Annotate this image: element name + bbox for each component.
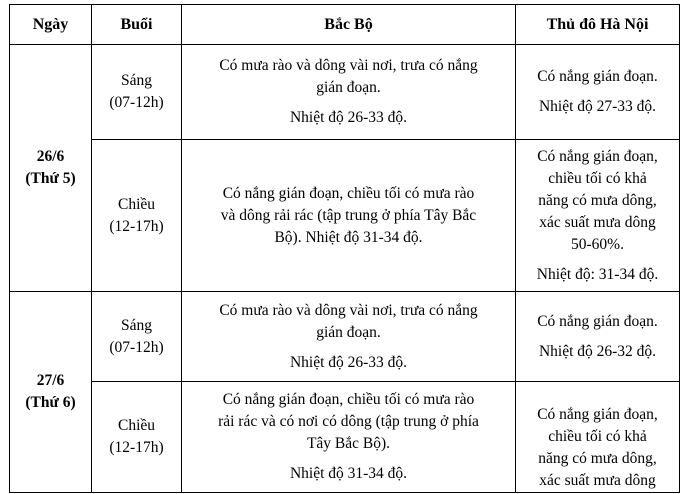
table-row [10,140,680,292]
north-forecast-cell [182,292,516,382]
hanoi-forecast-cell [516,45,680,140]
hanoi-temperature: Nhiệt độ 26-32 độ. [538,342,657,360]
header-hanoi: Thủ đô Hà Nội [516,5,680,45]
north-text: gián đoạn. [316,323,381,341]
date-value: 27/6 [36,372,65,389]
session-time: (07-12h) [109,338,164,356]
north-temperature: Nhiệt độ 31-34 độ. [289,465,408,482]
date-value: 26/6 [36,148,65,165]
hanoi-forecast-cell [516,140,680,292]
hanoi-text: xác suất mưa dông [539,213,656,231]
table-row [10,382,680,493]
weekday-value: (Thứ 6) [25,394,76,411]
north-text: và dông rải rác (tập trung ở phía Tây Bắc [220,206,477,224]
session-time: (12-17h) [109,439,164,456]
session-cell [92,382,182,493]
weekday-value: (Thứ 5) [25,170,76,187]
hanoi-text: Có nắng gián đoạn. [537,68,658,85]
session-cell [92,45,182,140]
header-session: Buổi [92,5,182,45]
north-temperature: Nhiệt độ 26-33 độ. [289,109,408,126]
date-cell [10,45,92,292]
session-name: Chiều [117,417,156,434]
north-text: Có mưa rào và dông vài nơi, trưa có nắng [219,301,478,319]
hanoi-text: Có nắng gián đoạn. [537,312,658,330]
north-text: Có nắng gián đoạn, chiều tối có mưa rào [222,391,475,408]
north-text: Bộ). Nhiệt độ 31-34 độ. [274,228,423,246]
north-text: rải rác và có nơi có dông (tập trung ở phía [218,413,479,430]
header-date: Ngày [10,5,92,45]
north-temperature: Nhiệt độ 26-33 độ. [289,353,408,371]
hanoi-text: xác suất mưa dông [539,472,656,489]
hanoi-text: Có nắng gián đoạn, [537,147,658,165]
table-row [10,292,680,382]
north-forecast-cell [182,45,516,140]
hanoi-text: chiều tối có khả [548,169,647,187]
hanoi-temperature: Nhiệt độ 27-33 độ. [538,98,657,115]
north-text: gián đoạn. [316,79,381,96]
north-text: Có mưa rào và dông vài nơi, trưa có nắng [219,57,478,74]
session-name: Sáng [121,316,152,334]
hanoi-temperature: Nhiệt độ: 31-34 độ. [536,265,659,283]
date-cell [10,292,92,493]
hanoi-text: 50-60%. [571,235,624,253]
hanoi-text: năng có mưa dông, [538,191,657,209]
hanoi-text: Có nắng gián đoạn, [537,406,658,423]
session-cell [92,292,182,382]
north-text: Tây Bắc Bộ). [306,435,391,452]
session-time: (07-12h) [109,94,164,111]
session-name: Sáng [121,72,152,89]
north-text: Có nắng gián đoạn, chiều tối có mưa rào [222,184,475,202]
hanoi-forecast-cell [516,292,680,382]
session-time: (12-17h) [109,217,164,235]
weather-forecast-table [9,4,680,493]
hanoi-text: năng có mưa dông, [538,450,657,467]
header-north: Bắc Bộ [182,5,516,45]
header-row [10,5,680,45]
north-forecast-cell [182,382,516,493]
hanoi-forecast-cell [516,382,680,493]
table-row [10,45,680,140]
session-cell [92,140,182,292]
session-name: Chiều [117,195,156,213]
north-forecast-cell [182,140,516,292]
hanoi-text: chiều tối có khả [548,428,647,445]
